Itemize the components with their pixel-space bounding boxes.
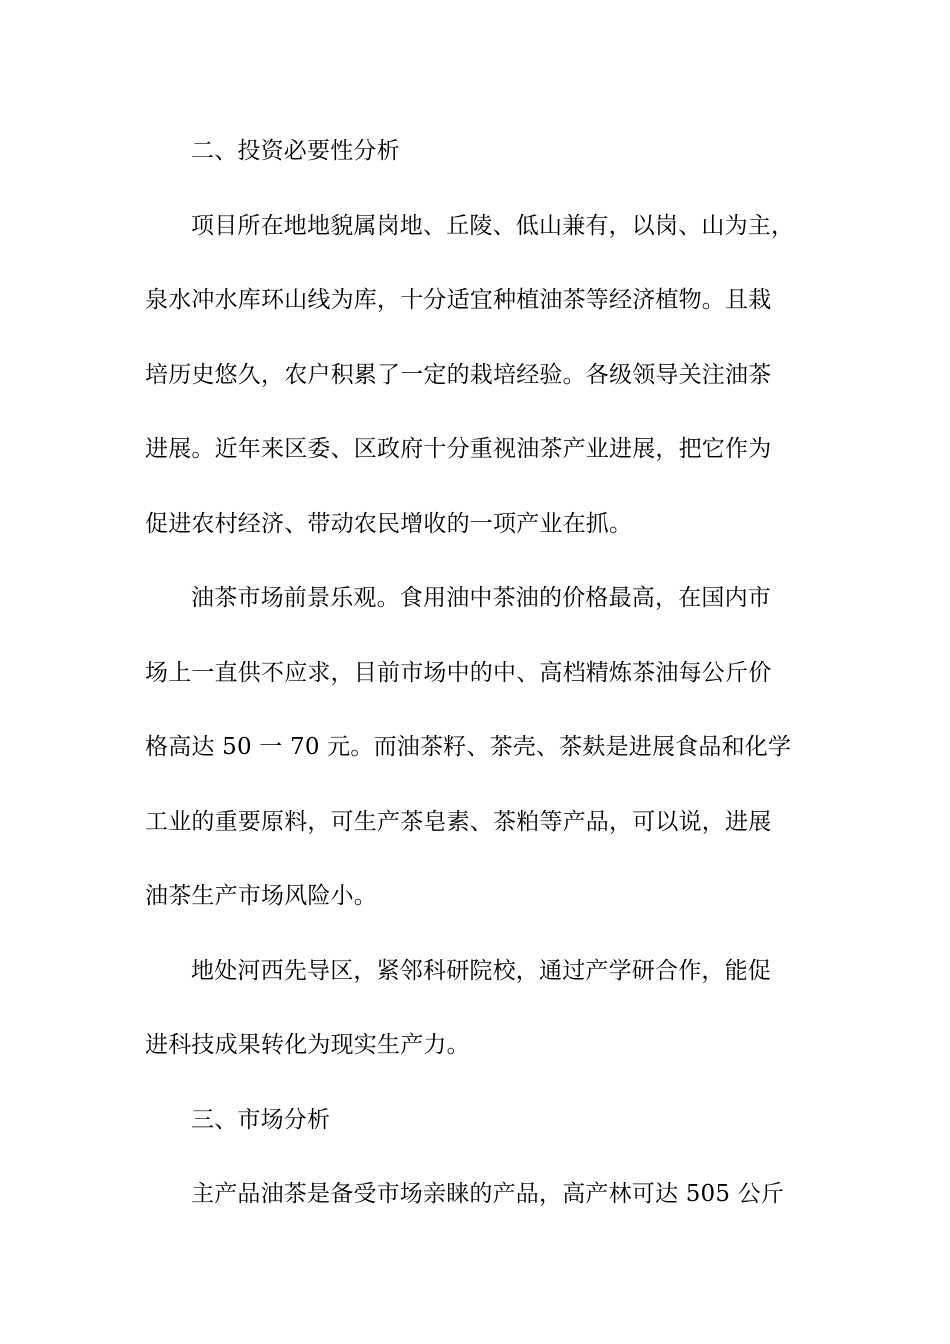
- section-heading-market-analysis: 三、市场分析: [191, 1106, 331, 1133]
- document-body: [145, 114, 825, 1232]
- paragraph-line: 进展。近年来区委、区政府十分重视油茶产业进展，把它作为: [145, 436, 772, 462]
- paragraph-line: 地处河西先导区，紧邻科研院校，通过产学研合作，能促: [191, 957, 771, 984]
- paragraph-line: 油茶市场前景乐观。食用油中茶油的价格最高，在国内市: [191, 585, 771, 611]
- paragraph-line: 格高达 50 一 70 元。而油茶籽、茶壳、茶麸是进展食品和化学: [145, 734, 792, 760]
- paragraph-line: 场上一直供不应求，目前市场中的中、高档精炼茶油每公斤价: [145, 659, 772, 686]
- paragraph-line: 进科技成果转化为现实生产力。: [145, 1032, 470, 1058]
- paragraph-line: 工业的重要原料，可生产茶皂素、茶粕等产品，可以说，进展: [145, 808, 772, 835]
- paragraph-line: 泉水冲水库环山线为库，十分适宜种植油茶等经济植物。且栽: [145, 287, 772, 313]
- section-heading-investment-necessity: 二、投资必要性分析: [191, 138, 400, 164]
- paragraph-line: 油茶生产市场风险小。: [145, 883, 377, 909]
- paragraph-line: 主产品油茶是备受市场亲睐的产品，高产林可达 505 公斤: [191, 1181, 785, 1207]
- paragraph-line: 促进农村经济、带动农民增收的一项产业在抓。: [145, 510, 633, 537]
- paragraph-line: 项目所在地地貌属岗地、丘陵、低山兼有，以岗、山为主，: [191, 212, 795, 239]
- paragraph-line: 培历史悠久，农户积累了一定的栽培经验。各级领导关注油茶: [145, 361, 772, 388]
